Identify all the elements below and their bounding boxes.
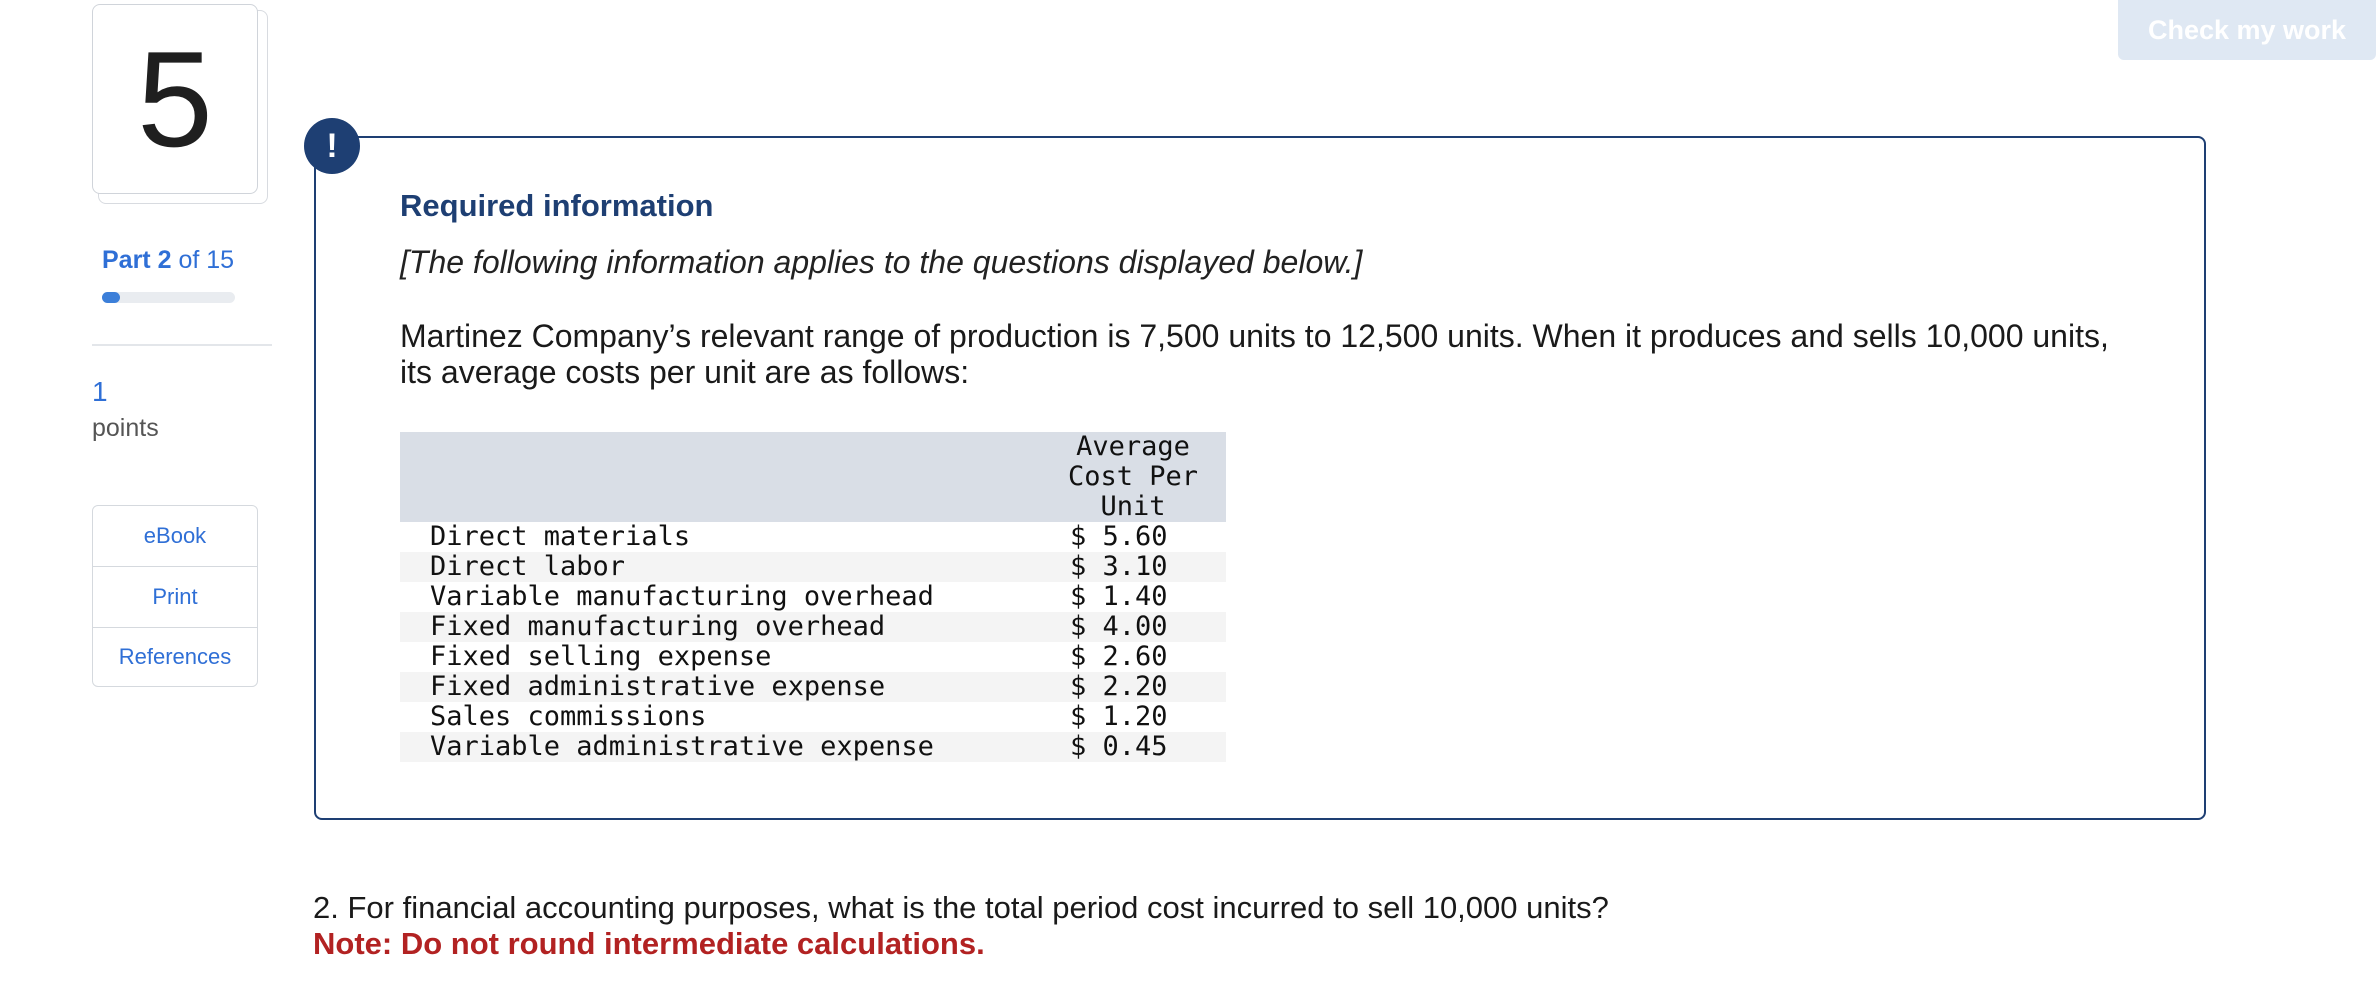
cost-value: $ 2.20	[1040, 672, 1226, 702]
cost-value: $ 2.60	[1070, 641, 1168, 672]
sidebar-divider	[92, 344, 272, 346]
print-button[interactable]: Print	[93, 567, 257, 628]
table-row	[400, 552, 1226, 582]
cost-value: $ 5.60	[1070, 521, 1168, 552]
question-number: 5	[137, 23, 213, 175]
part-current: 2	[157, 246, 172, 274]
question-note: Note: Do not round intermediate calculations.	[313, 926, 985, 961]
question-number-card	[92, 4, 258, 194]
exclamation-icon: !	[304, 118, 360, 174]
cost-value: $ 1.20	[1070, 701, 1168, 732]
part-indicator	[102, 246, 234, 275]
table-row	[400, 732, 1226, 762]
cost-value: $ 3.10	[1040, 552, 1226, 582]
table-row	[400, 582, 1226, 612]
table-row	[400, 642, 1226, 672]
table-header-row	[400, 432, 1226, 522]
cost-label: Direct materials	[430, 521, 691, 552]
table-header-average-cost: Average Cost Per Unit	[1040, 432, 1226, 522]
cost-label: Sales commissions	[430, 701, 707, 732]
cost-label: Variable manufacturing overhead	[430, 581, 934, 612]
cost-value: $ 1.40	[1070, 581, 1168, 612]
table-row	[400, 612, 1226, 642]
part-label: Part	[102, 246, 151, 274]
problem-intro-text: Martinez Company’s relevant range of production is 7,500 units to 12,500 units. When it produces and sells 10,000 units, its average costs per unit are as follows:	[400, 318, 2109, 390]
part-total: of 15	[178, 246, 235, 274]
cost-label: Fixed selling expense	[430, 641, 772, 672]
points-label: points	[92, 414, 159, 442]
table-header-blank	[400, 432, 1040, 522]
points-value: 1	[92, 376, 108, 407]
check-my-work-button[interactable]: Check my work	[2118, 0, 2376, 60]
cost-per-unit-table	[400, 432, 1226, 762]
required-info-subtitle: [The following information applies to the questions displayed below.]	[400, 244, 1363, 280]
table-row	[400, 702, 1226, 732]
table-row	[400, 672, 1226, 702]
part-progress-bar	[102, 292, 235, 303]
cost-value: $ 0.45	[1040, 732, 1226, 762]
ebook-button[interactable]: eBook	[93, 506, 257, 567]
references-button[interactable]: References	[118, 644, 232, 669]
cost-value: $ 4.00	[1040, 612, 1226, 642]
resource-tools	[92, 505, 258, 687]
part-progress-fill	[102, 292, 120, 303]
cost-label: Variable administrative expense	[400, 732, 1040, 762]
cost-label: Fixed administrative expense	[400, 672, 1040, 702]
cost-label: Direct labor	[400, 552, 1040, 582]
required-info-title: Required information	[400, 188, 714, 223]
table-row	[400, 522, 1226, 552]
cost-label: Fixed manufacturing overhead	[400, 612, 1040, 642]
question-prompt: 2. For financial accounting purposes, what is the total period cost incurred to sell 10,000 units?	[313, 890, 1609, 925]
